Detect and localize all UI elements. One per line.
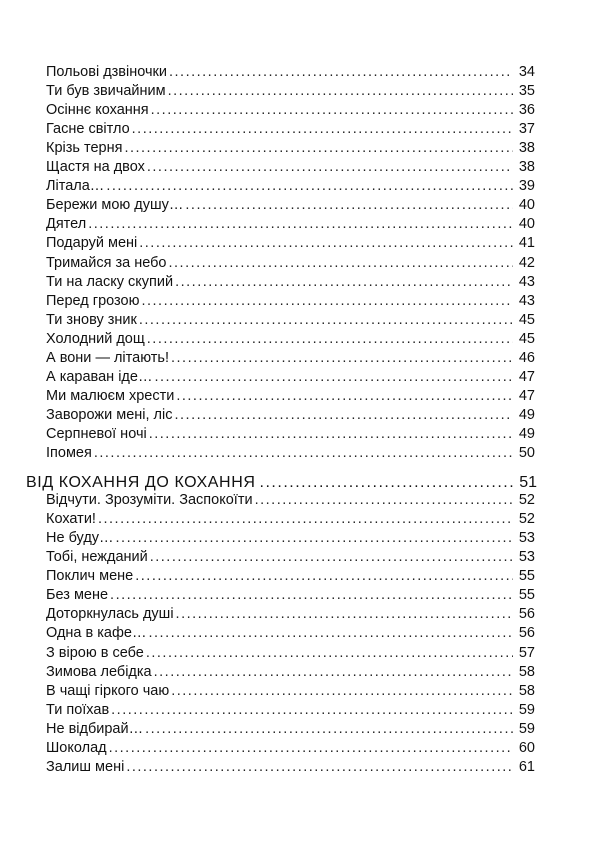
dot-leader xyxy=(148,624,513,643)
toc-page-number: 55 xyxy=(518,568,535,584)
toc-entry-title: Крізь терня xyxy=(46,140,123,156)
toc-entry-title: Літала… xyxy=(46,178,105,194)
toc-page-number: 56 xyxy=(518,606,535,622)
toc-page-number: 39 xyxy=(518,178,535,194)
toc-page-number: 40 xyxy=(518,197,535,213)
toc-page-number: 53 xyxy=(518,530,535,546)
dot-leader xyxy=(147,158,513,177)
dot-leader xyxy=(141,292,513,311)
toc-page-number: 47 xyxy=(518,388,535,404)
toc-entry-title: Іпомея xyxy=(46,445,92,461)
toc-entry-title: Холодний дощ xyxy=(46,331,145,347)
toc-entry-title: Не відбирай… xyxy=(46,721,144,737)
toc-entry xyxy=(46,491,535,510)
dot-leader xyxy=(145,720,513,739)
toc-entry xyxy=(46,234,535,253)
toc-entry xyxy=(46,758,535,777)
toc-entry-title: Подаруй мені xyxy=(46,235,138,251)
dot-leader xyxy=(168,82,513,101)
toc-entry xyxy=(46,139,535,158)
dot-leader xyxy=(109,739,513,758)
toc-entry xyxy=(46,215,535,234)
toc-entry xyxy=(46,177,535,196)
toc-entry xyxy=(46,406,535,425)
toc-page-number: 60 xyxy=(518,740,535,756)
dot-leader xyxy=(146,644,513,663)
toc-entry xyxy=(46,158,535,177)
toc-entry-title: Польові дзвіночки xyxy=(46,64,167,80)
toc-entry xyxy=(46,330,535,349)
toc-entry-title: Без мене xyxy=(46,587,109,603)
dot-leader xyxy=(151,101,513,120)
toc-page-number: 57 xyxy=(518,645,535,661)
toc-entry xyxy=(46,120,535,139)
dot-leader xyxy=(124,139,513,158)
dot-leader xyxy=(116,529,513,548)
dot-leader xyxy=(98,510,513,529)
toc-entry-title: Ти поїхав xyxy=(46,702,110,718)
toc-entry xyxy=(46,101,535,120)
toc-entry xyxy=(46,254,535,273)
toc-page-number: 52 xyxy=(518,511,535,527)
toc-page-number: 42 xyxy=(518,255,535,271)
toc-entry-title: Тримайся за небо xyxy=(46,255,167,271)
toc-entry xyxy=(46,82,535,101)
toc-entry-title: Кохати! xyxy=(46,511,96,527)
dot-leader xyxy=(174,406,513,425)
toc-page-number: 37 xyxy=(518,121,535,137)
toc-entry xyxy=(46,529,535,548)
dot-leader xyxy=(154,663,513,682)
toc-entry xyxy=(46,663,535,682)
toc-entry-title: Щастя на двох xyxy=(46,159,145,175)
toc-entry xyxy=(46,682,535,701)
toc-entry-title: Не буду… xyxy=(46,530,114,546)
dot-leader xyxy=(171,349,513,368)
toc-entry-title: А караван іде… xyxy=(46,369,153,385)
toc-entry xyxy=(46,548,535,567)
toc-entry xyxy=(46,196,535,215)
toc-entry xyxy=(46,739,535,758)
toc-entry-title: Ти знову зник xyxy=(46,312,137,328)
dot-leader xyxy=(139,234,513,253)
toc-entry-title: Заворожи мені, ліс xyxy=(46,407,173,423)
dot-leader xyxy=(149,425,513,444)
toc-entry xyxy=(46,387,535,406)
toc-page-number: 45 xyxy=(518,312,535,328)
toc-page-number: 47 xyxy=(518,369,535,385)
toc-entry-title: Серпневої ночі xyxy=(46,426,147,442)
toc-entry-title: Гасне світло xyxy=(46,121,130,137)
toc-page-number: 58 xyxy=(518,664,535,680)
dot-leader xyxy=(126,758,513,777)
toc-entry xyxy=(46,311,535,330)
dot-leader xyxy=(88,215,513,234)
toc-entry xyxy=(46,510,535,529)
toc-entry-title: Одна в кафе… xyxy=(46,625,147,641)
toc-page-number: 43 xyxy=(518,293,535,309)
toc-entry-title: Перед грозою xyxy=(46,293,140,309)
toc-page-number: 34 xyxy=(518,64,535,80)
toc-page-number: 35 xyxy=(518,83,535,99)
dot-leader xyxy=(110,586,513,605)
toc-page-number: 59 xyxy=(518,702,535,718)
toc-page-number: 51 xyxy=(519,474,537,491)
dot-leader xyxy=(94,444,513,463)
toc-page-number: 56 xyxy=(518,625,535,641)
toc-entry xyxy=(46,644,535,663)
toc-entry xyxy=(46,425,535,444)
toc-entry-title: Зимова лебідка xyxy=(46,664,152,680)
dot-leader xyxy=(185,196,513,215)
toc-page-number: 49 xyxy=(518,426,535,442)
toc-page-number: 46 xyxy=(518,350,535,366)
toc-page-number: 38 xyxy=(518,140,535,156)
toc-entry xyxy=(46,444,535,463)
toc-entry xyxy=(46,624,535,643)
dot-leader xyxy=(176,387,513,406)
dot-leader xyxy=(176,605,513,624)
toc-entry-title: Відчути. Зрозуміти. Заспокоїти xyxy=(46,492,253,508)
toc-page-number: 40 xyxy=(518,216,535,232)
toc-page-number: 50 xyxy=(518,445,535,461)
dot-leader xyxy=(169,63,513,82)
toc-page-number: 41 xyxy=(518,235,535,251)
toc-entry-title: А вони — літають! xyxy=(46,350,169,366)
toc-page-number: 43 xyxy=(518,274,535,290)
toc-entry xyxy=(46,292,535,311)
dot-leader xyxy=(135,567,513,586)
toc-page-number: 59 xyxy=(518,721,535,737)
toc-entry-title: З вірою в себе xyxy=(46,645,144,661)
toc-entry-title: Залиш мені xyxy=(46,759,125,775)
toc-entry xyxy=(46,720,535,739)
toc-entry-title: ВІД КОХАННЯ ДО КОХАННЯ xyxy=(26,474,256,491)
dot-leader xyxy=(106,177,513,196)
toc-entry-title: Доторкнулась душі xyxy=(46,606,174,622)
toc-page-number: 38 xyxy=(518,159,535,175)
toc-page-number: 58 xyxy=(518,683,535,699)
toc-entry-title: Бережи мою душу… xyxy=(46,197,184,213)
dot-leader xyxy=(150,548,513,567)
toc-entry-title: Осіннє кохання xyxy=(46,102,149,118)
toc-entry-title: Тобі, нежданий xyxy=(46,549,148,565)
toc-entry xyxy=(46,567,535,586)
dot-leader xyxy=(139,311,513,330)
toc-entry-title: Шоколад xyxy=(46,740,107,756)
toc-entry-title: В чащі гіркого чаю xyxy=(46,683,170,699)
dot-leader xyxy=(175,273,513,292)
toc-entry-title: Ти був звичайним xyxy=(46,83,166,99)
dot-leader xyxy=(147,330,513,349)
dot-leader xyxy=(111,701,513,720)
toc-entry xyxy=(46,63,535,82)
toc-entry-title: Ти на ласку скупий xyxy=(46,274,174,290)
toc-entry xyxy=(46,368,535,387)
toc-entry xyxy=(46,273,535,292)
dot-leader xyxy=(169,254,514,273)
toc-page-number: 36 xyxy=(518,102,535,118)
toc-entry-title: Ми малюєм хрести xyxy=(46,388,175,404)
toc-page-number: 45 xyxy=(518,331,535,347)
dot-leader xyxy=(154,368,513,387)
toc-page-number: 61 xyxy=(518,759,535,775)
toc-page-number: 49 xyxy=(518,407,535,423)
toc-entry-title: Поклич мене xyxy=(46,568,134,584)
dot-leader xyxy=(255,491,513,510)
toc-entry xyxy=(46,586,535,605)
toc-entry xyxy=(46,349,535,368)
toc-entry-title: Дятел xyxy=(46,216,87,232)
dot-leader xyxy=(171,682,513,701)
toc-entry xyxy=(46,701,535,720)
toc-entry xyxy=(46,605,535,624)
toc-page-number: 55 xyxy=(518,587,535,603)
toc-page-number: 53 xyxy=(518,549,535,565)
dot-leader xyxy=(132,120,513,139)
toc-page-number: 52 xyxy=(518,492,535,508)
